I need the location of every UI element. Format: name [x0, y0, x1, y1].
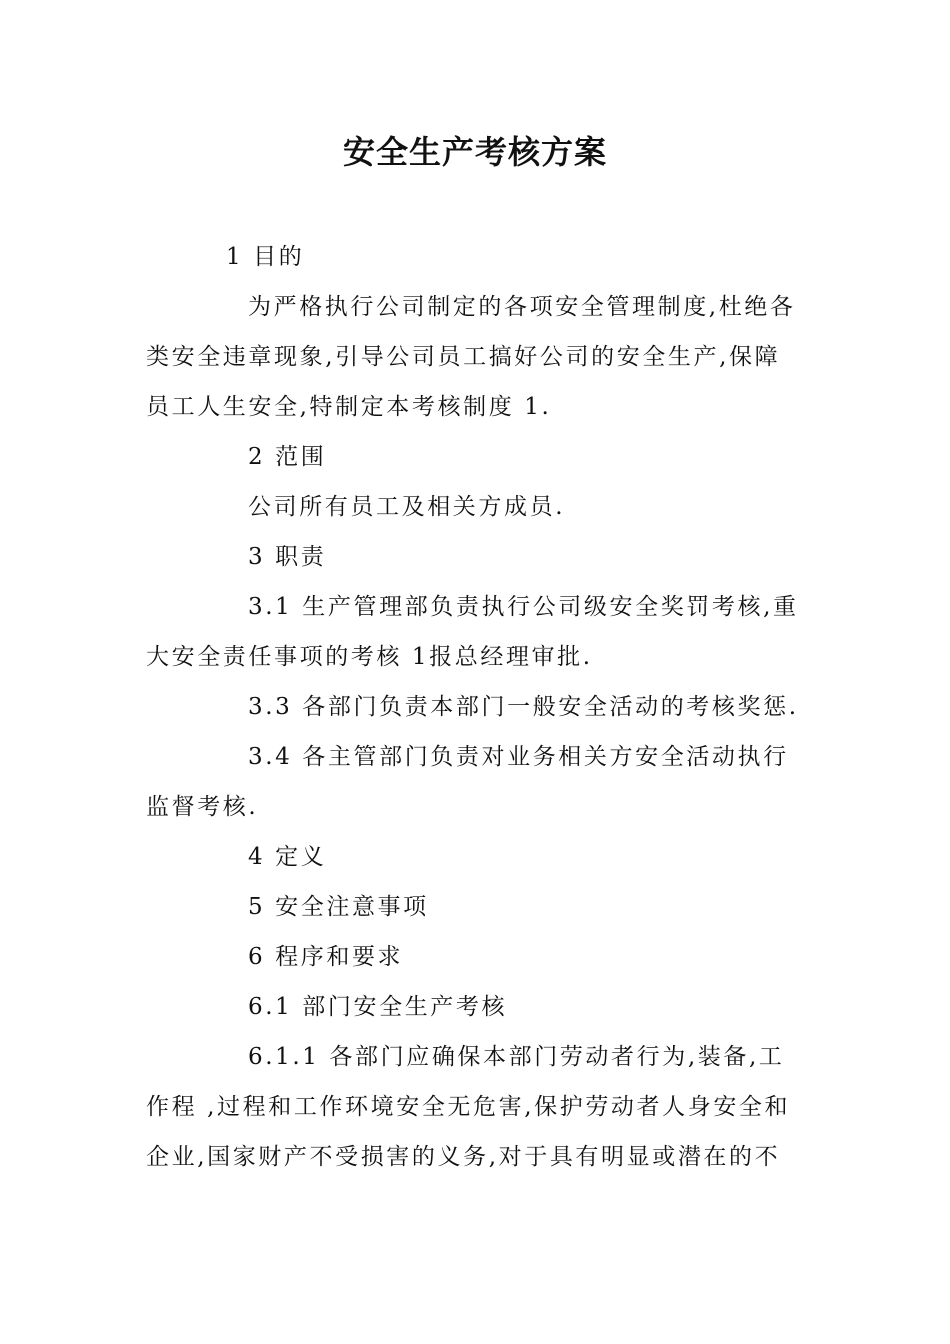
- section-heading-safety-notes: 5 安全注意事项: [248, 894, 429, 920]
- paragraph-line: 3.3 各部门负责本部门一般安全活动的考核奖惩.: [248, 694, 799, 720]
- paragraph-line: 作程 ,过程和工作环境安全无危害,保护劳动者人身安全和: [146, 1094, 791, 1120]
- paragraph-line: 3.1 生产管理部负责执行公司级安全奖罚考核,重: [248, 594, 799, 620]
- paragraph-line: 6.1.1 各部门应确保本部门劳动者行为,装备,工: [248, 1044, 785, 1070]
- paragraph-line: 类安全违章现象,引导公司员工搞好公司的安全生产,保障: [146, 344, 781, 370]
- section-heading-definitions: 4 定义: [248, 844, 327, 870]
- paragraph-line: 企业,国家财产不受损害的义务,对于具有明显或潜在的不: [146, 1144, 781, 1170]
- document-body: [146, 232, 806, 1182]
- section-heading-procedures: 6 程序和要求: [248, 944, 404, 970]
- paragraph-line: 为严格执行公司制定的各项安全管理制度,杜绝各: [248, 294, 796, 320]
- section-heading-scope: 2 范围: [248, 444, 327, 470]
- paragraph-line: 员工人生安全,特制定本考核制度 1.: [146, 394, 552, 420]
- document-title: 安全生产考核方案: [342, 133, 607, 171]
- section-heading-responsibilities: 3 职责: [248, 544, 327, 570]
- paragraph-line: 3.4 各主管部门负责对业务相关方安全活动执行: [248, 744, 789, 770]
- paragraph-line: 公司所有员工及相关方成员.: [248, 494, 566, 520]
- paragraph-line: 大安全责任事项的考核 1报总经理审批.: [146, 644, 593, 670]
- subsection-heading: 6.1 部门安全生产考核: [248, 994, 508, 1020]
- paragraph-line: 监督考核.: [146, 794, 259, 820]
- section-heading-purpose: 1 目的: [226, 244, 305, 270]
